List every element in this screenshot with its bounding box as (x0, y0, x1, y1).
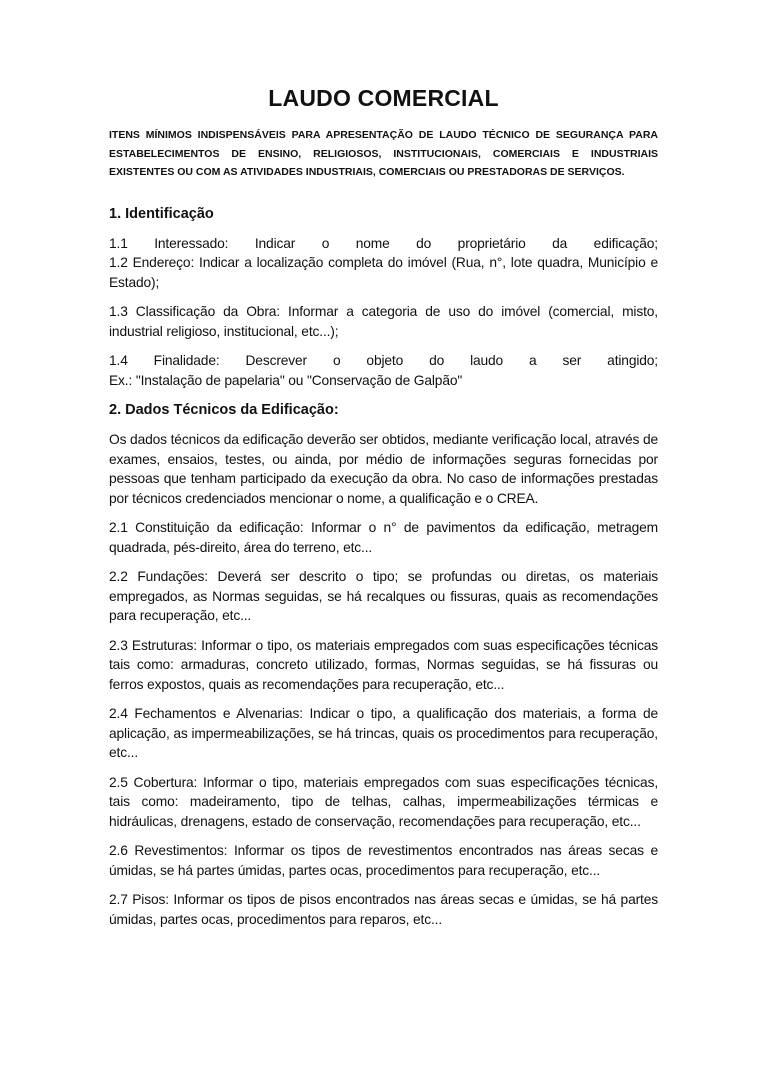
item-2-6: 2.6 Revestimentos: Informar os tipos de revestimentos encontrados nas áreas secas e úmidas, se há partes úmidas, partes ocas, procedimentos para recuperação, etc... (109, 843, 658, 878)
item-2-7: 2.7 Pisos: Informar os tipos de pisos encontrados nas áreas secas e úmidas, se há partes úmidas, partes ocas, procedimentos para reparos, etc... (109, 892, 658, 927)
item-1-4-block (109, 351, 658, 390)
item-2-3: 2.3 Estruturas: Informar o tipo, os materiais empregados com suas especificações técnicas tais como: armaduras, concreto utilizado, formas, Normas seguidas, se há fissuras ou ferros expostos, quais as recomendações para recuperação, etc... (109, 637, 658, 692)
item-1-3: 1.3 Classificação da Obra: Informar a categoria de uso do imóvel (comercial, misto, industrial religioso, institucional, etc...); (109, 304, 658, 339)
item-2-1: 2.1 Constituição da edificação: Informar o n° de pavimentos da edificação, metragem quadrada, pés-direito, área do terreno, etc... (109, 520, 658, 555)
item-2-2: 2.2 Fundações: Deverá ser descrito o tipo; se profundas ou diretas, os materiais empregados, as Normas seguidas, se há recalques ou fissuras, quais as recomendações para recuperação, etc... (109, 569, 658, 623)
section-2-heading: 2. Dados Técnicos da Edificação: (109, 402, 339, 418)
document-body (109, 84, 658, 939)
item-1-4-example: Ex.: "Instalação de papelaria" ou "Conservação de Galpão" (109, 372, 463, 388)
item-2-4: 2.4 Fechamentos e Alvenarias: Indicar o tipo, a qualificação dos materiais, a forma de aplicação, as impermeabilizações, se há trincas, quais os procedimentos para recuperação, etc... (109, 706, 658, 760)
item-1-2: 1.2 Endereço: Indicar a localização completa do imóvel (Rua, n°, lote quadra, Município e Estado); (109, 255, 658, 290)
document-intro: ITENS MÍNIMOS INDISPENSÁVEIS PARA APRESENTAÇÃO DE LAUDO TÉCNICO DE SEGURANÇA PARA ESTABELECIMENTOS DE ENSINO, RELIGIOSOS, INSTITUCIONAIS, COMERCIAIS E INDUSTRIAIS EXISTENTES OU COM AS ATIVIDADES INDUSTRIAIS, COMERCIAIS OU PRESTADORAS DE SERVIÇOS. (109, 129, 658, 178)
document-title: LAUDO COMERCIAL (268, 85, 499, 111)
section-2-intro: Os dados técnicos da edificação deverão ser obtidos, mediante verificação local, através de exames, ensaios, testes, ou ainda, por médio de informações seguras fornecidas por pessoas que tenham participado da execução da obra. No caso de informações prestadas por técnicos credenciados mencionar o nome, a qualificação e o CREA. (109, 432, 658, 506)
item-2-5: 2.5 Cobertura: Informar o tipo, materiais empregados com suas especificações técnicas, tais como: madeiramento, tipo de telhas, calhas, impermeabilizações térmicas e hidráulicas, drenagens, estado de conservação, recomendações para recuperação, etc... (109, 774, 658, 829)
item-1-1: 1.1 Interessado: Indicar o nome do proprietário da edificação; (109, 235, 658, 251)
item-1-4: 1.4 Finalidade: Descrever o objeto do laudo a ser atingido; (109, 353, 658, 368)
item-1-1-1-2 (109, 234, 658, 293)
section-1-heading: 1. Identificação (109, 205, 214, 222)
